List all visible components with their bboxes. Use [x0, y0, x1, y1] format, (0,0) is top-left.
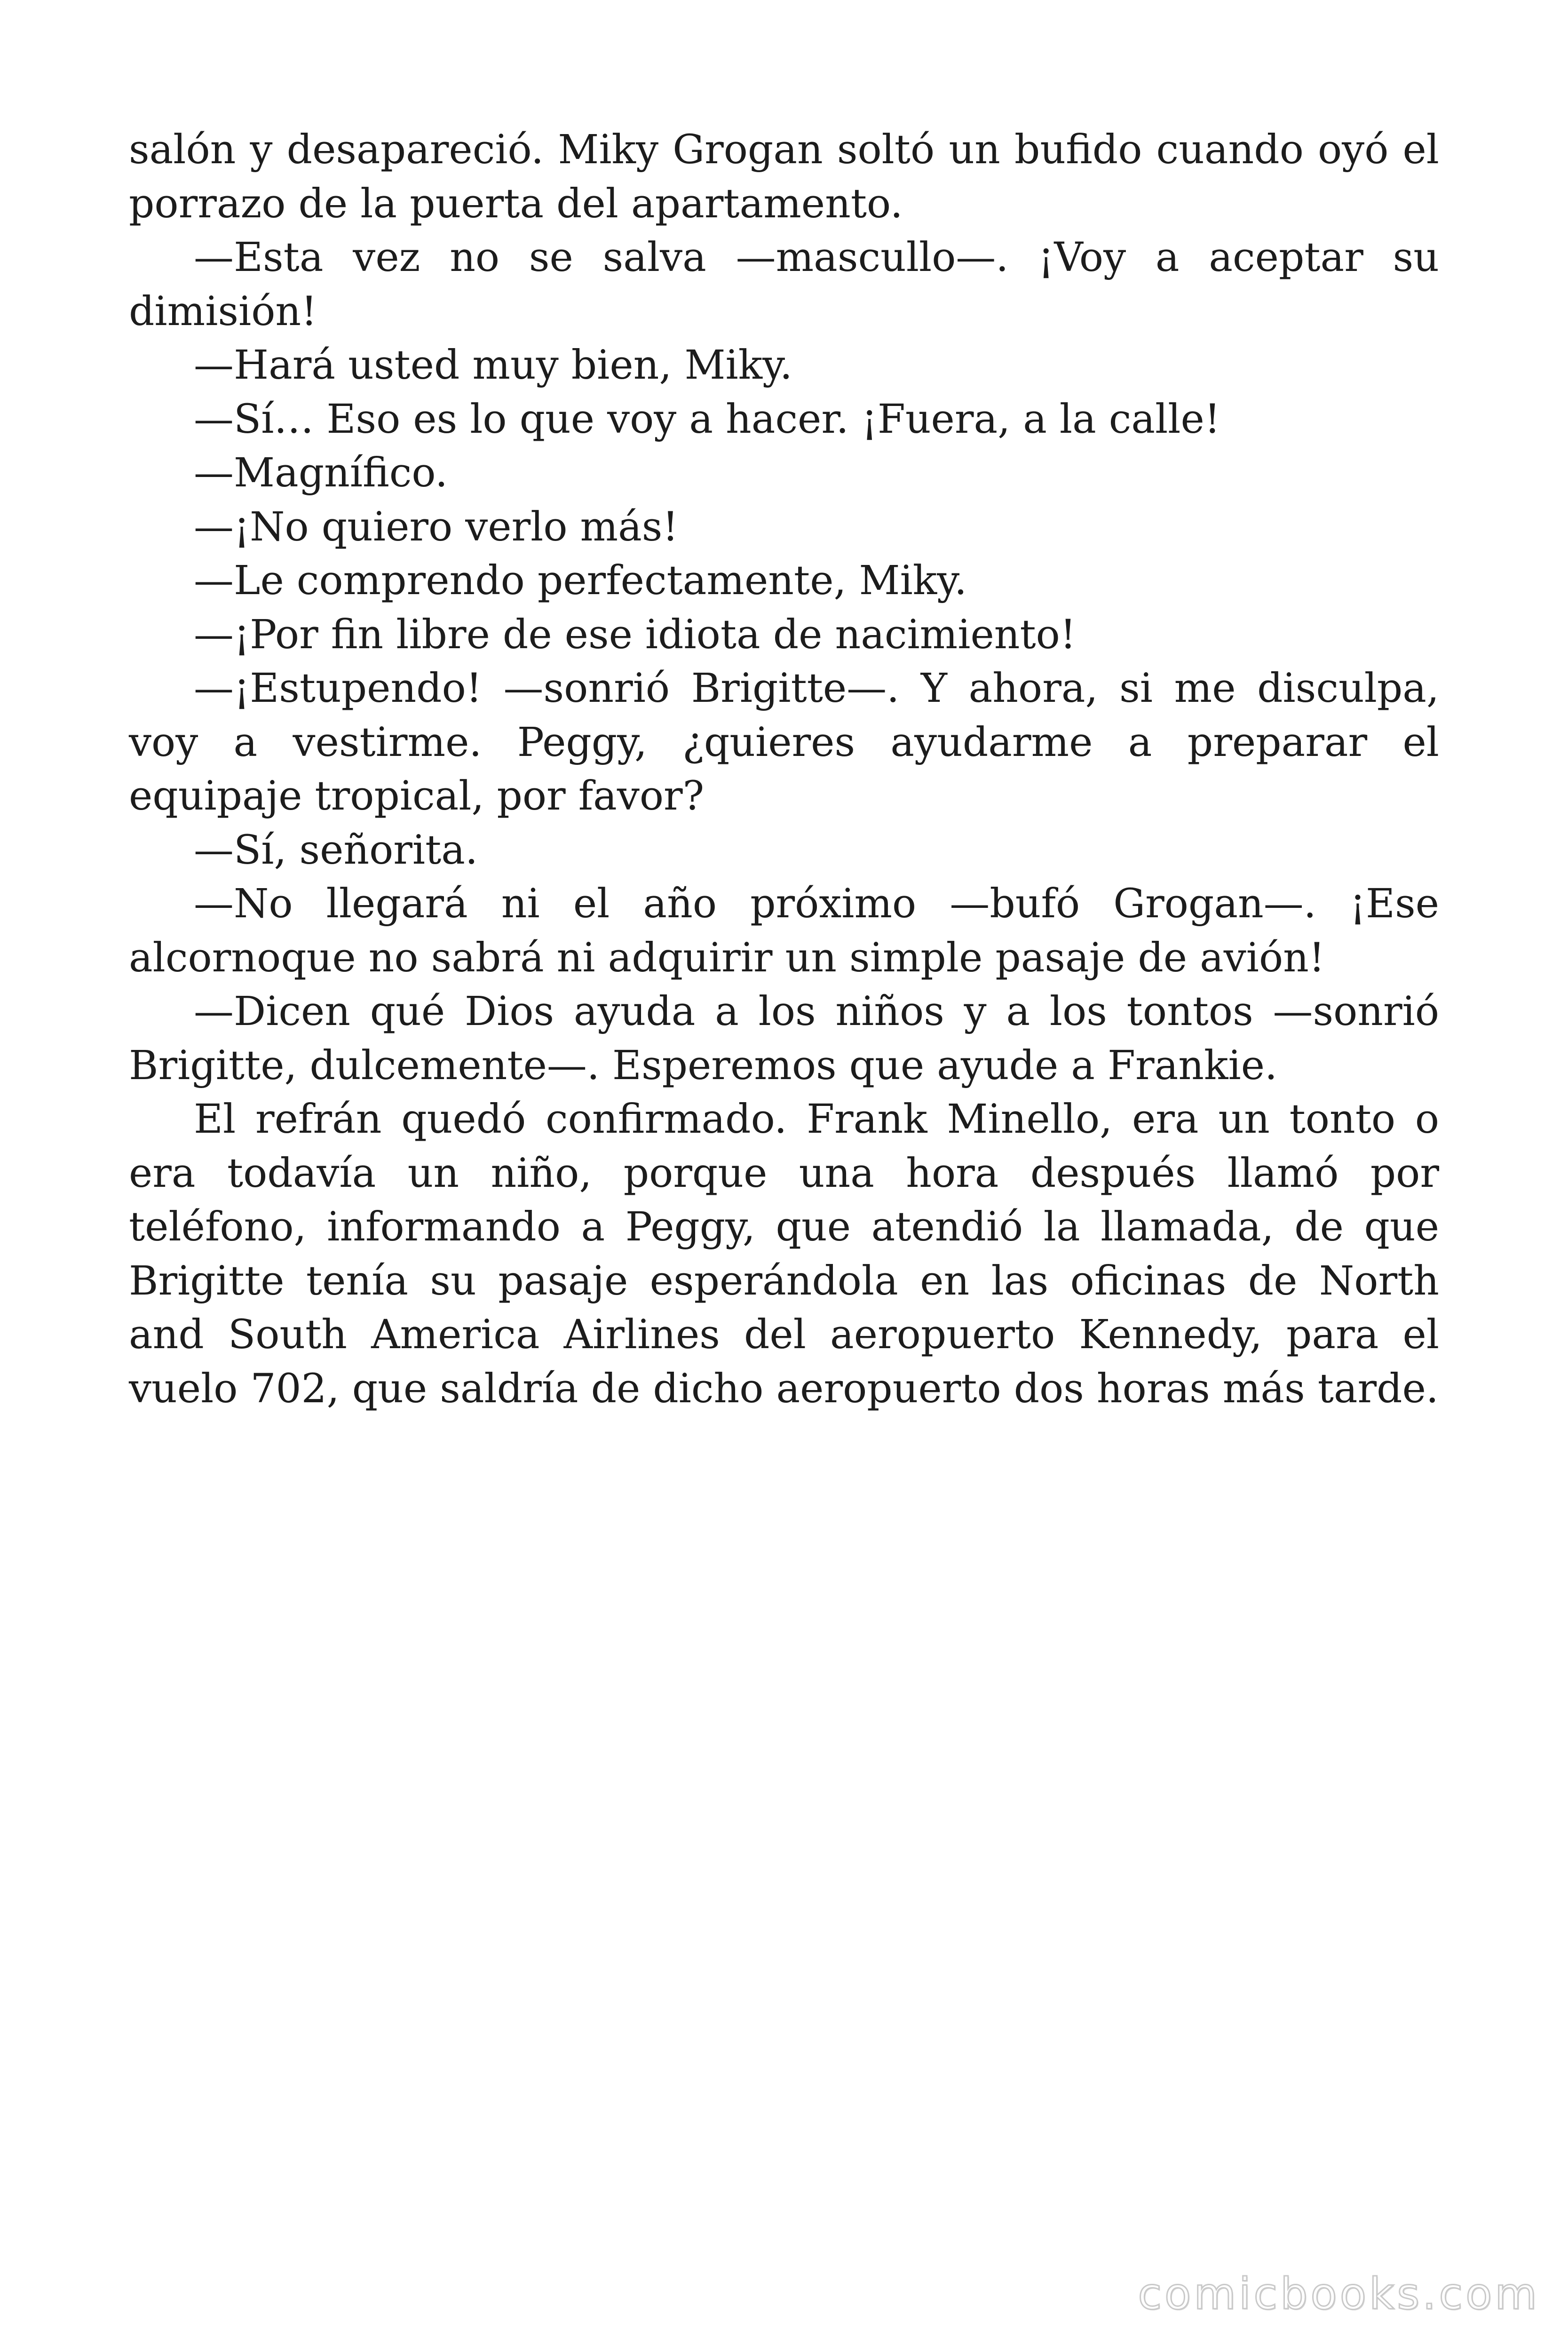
- paragraph-11: —No llegará ni el año próximo —bufó Grogan—. ¡Ese alcornoque no sabrá ni adquirir un simple pasaje de avión!: [129, 881, 1439, 981]
- paragraph-3: —Hará usted muy bien, Miky.: [194, 342, 792, 389]
- paragraph-4: —Sí… Eso es lo que voy a hacer. ¡Fuera, a la calle!: [194, 396, 1220, 443]
- paragraph-9: —¡Estupendo! —sonrió Brigitte—. Y ahora, si me disculpa, voy a vestirme. Peggy, ¿quieres ayudarme a preparar el equipaje tropical, por favor?: [129, 665, 1439, 819]
- body-text: [129, 123, 1439, 1416]
- paragraph-1: salón y desapareció. Miky Grogan soltó un bufido cuando oyó el porrazo de la puerta del apartamento.: [129, 127, 1439, 227]
- paragraph-6: —¡No quiero verlo más!: [194, 503, 679, 550]
- paragraph-10: —Sí, señorita.: [194, 826, 478, 874]
- paragraph-5: —Magnífico.: [194, 450, 448, 496]
- watermark: comicbooks.com: [1138, 2269, 1540, 2319]
- paragraph-12: —Dicen qué Dios ayuda a los niños y a los tontos —sonrió Brigitte, dulcemente—. Esperemos que ayude a Frankie.: [129, 988, 1439, 1089]
- paragraph-8: —¡Por fin libre de ese idiota de nacimiento!: [194, 611, 1076, 658]
- paragraph-13: El refrán quedó confirmado. Frank Minello, era un tonto o era todavía un niño, porque una hora después llamó por teléfono, informando a Peggy, que atendió la llamada, de que Brigitte tenía su pasaje esperándola en las oficinas de North and South America Airlines del aeropuerto Kennedy, para el vuelo 702, que saldría de dicho aeropuerto dos horas más tarde.: [129, 1096, 1439, 1412]
- paragraph-7: —Le comprendo perfectamente, Miky.: [194, 557, 967, 604]
- paragraph-2: —Esta vez no se salva —mascullo—. ¡Voy a aceptar su dimisión!: [129, 234, 1439, 335]
